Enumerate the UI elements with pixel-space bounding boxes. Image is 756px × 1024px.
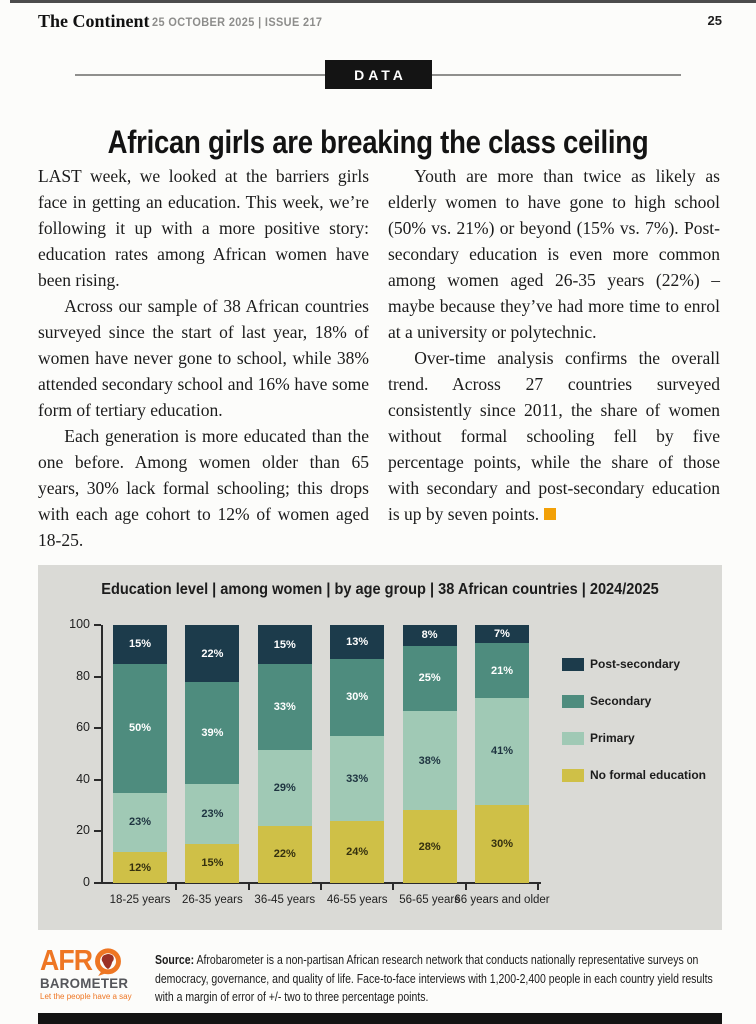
stacked-bar	[403, 625, 457, 883]
bar-segment: 15%	[258, 625, 312, 664]
logo-barometer-text: BAROMETER	[40, 975, 129, 991]
bar-segment: 22%	[185, 625, 239, 682]
bar-segment: 29%	[258, 750, 312, 826]
y-axis-tick-label: 60	[76, 720, 90, 735]
y-axis-tick	[94, 624, 101, 626]
legend-swatch	[562, 769, 584, 782]
bar-segment: 23%	[113, 793, 167, 852]
bar-segment: 41%	[475, 698, 529, 805]
bar-segment: 25%	[403, 646, 457, 711]
stacked-bar	[475, 625, 529, 883]
legend-label: Primary	[590, 731, 635, 745]
bar-segment: 8%	[403, 625, 457, 646]
x-axis-tick	[465, 884, 467, 890]
y-axis-line	[101, 625, 103, 883]
legend-swatch	[562, 658, 584, 671]
x-axis-category-label: 66 years and older	[454, 894, 550, 906]
x-axis-category-label: 26-35 years	[182, 894, 243, 906]
legend-swatch	[562, 695, 584, 708]
bar-segment: 22%	[258, 826, 312, 883]
bar-segment: 24%	[330, 821, 384, 883]
x-axis-tick	[248, 884, 250, 890]
issue-date-line: 25 OCTOBER 2025 | ISSUE 217	[152, 17, 323, 29]
bar-segment: 7%	[475, 625, 529, 643]
bar-segment: 39%	[185, 682, 239, 784]
article-column-right	[388, 163, 720, 527]
afrobarometer-logo	[40, 945, 170, 1001]
stacked-bar	[330, 625, 384, 883]
x-axis-category-label: 56-65 years	[399, 894, 460, 906]
source-note	[155, 951, 723, 1007]
legend-label: No formal education	[590, 768, 707, 782]
section-tag-badge: DATA	[325, 60, 432, 89]
bar-segment: 30%	[330, 659, 384, 736]
bar-segment: 33%	[258, 664, 312, 750]
article-paragraph: Across our sample of 38 African countries surveyed since the start of last year, 18% of women have never gone to school, while 38% attended secondary school and 16% have some form of tertiary education.	[38, 296, 369, 420]
logo-afr-text: AFR	[40, 945, 93, 977]
article-column-left	[38, 163, 369, 553]
bar-segment: 50%	[113, 664, 167, 793]
stacked-bar	[113, 625, 167, 883]
bottom-page-bar	[38, 1013, 722, 1024]
y-axis-tick-label: 100	[69, 617, 90, 631]
education-chart-panel	[38, 565, 722, 930]
article-end-mark	[544, 508, 556, 520]
article-headline: African girls are breaking the class ceiling	[107, 124, 649, 161]
logo-tagline: Let the people have a say	[40, 992, 132, 1001]
x-axis-tick	[175, 884, 177, 890]
bar-segment: 12%	[113, 852, 167, 883]
bar-segment: 30%	[475, 805, 529, 883]
bar-segment: 38%	[403, 711, 457, 810]
y-axis-tick	[94, 676, 101, 678]
x-axis-tick	[392, 884, 394, 890]
y-axis-tick-label: 80	[76, 668, 90, 683]
top-edge-rule	[10, 0, 756, 3]
legend-label: Post-secondary	[590, 657, 681, 671]
y-axis-tick	[94, 779, 101, 781]
x-axis-tick	[537, 884, 539, 890]
x-axis-category-label: 36-45 years	[254, 894, 316, 906]
legend-swatch	[562, 732, 584, 745]
stacked-bar	[258, 625, 312, 883]
article-paragraph: Each generation is more educated than the one before. Among women older than 65 years, 30% lack formal schooling; this drops with each age cohort to 12% of women aged 18-25.	[38, 426, 369, 550]
y-axis-tick	[94, 830, 101, 832]
source-text: Afrobarometer is a non-partisan African research network that conducts nationally representative surveys on democracy, governance, and quality of life. Face-to-face interviews with 1,200-2,400 people in each country yield results with a margin of error of +/- two to three percentage points.	[155, 953, 713, 1004]
x-axis-category-label: 18-25 years	[109, 894, 171, 906]
article-paragraph: Over-time analysis confirms the overall trend. Across 27 countries surveyed consistently since 2011, the share of women without formal schooling fell by five percentage points, while the share of those with secondary and post-secondary education is up by seven points.	[388, 348, 720, 524]
article-paragraph: LAST week, we looked at the barriers girls face in getting an education. This week, we’re following it up with a more positive story: education rates among African women have been rising.	[38, 166, 369, 290]
logo-wordmark-row	[40, 945, 170, 978]
bar-segment: 13%	[330, 625, 384, 659]
page-number: 25	[707, 13, 722, 28]
africa-globe-icon	[94, 948, 122, 976]
article-paragraph: Youth are more than twice as likely as elderly women to have gone to high school (50% vs. 21%) or beyond (15% vs. 7%). Post-secondary education is even more common among women aged 26-35 years (22%) – maybe because they’ve had more time to enrol at a university or polytechnic.	[388, 166, 720, 342]
chart-title: Education level | among women | by age group | 38 African countries | 2024/2025	[101, 581, 659, 598]
y-axis-tick	[94, 882, 101, 884]
bar-segment: 15%	[113, 625, 167, 664]
bar-segment: 28%	[403, 810, 457, 883]
legend-label: Secondary	[590, 694, 652, 708]
bar-segment: 15%	[185, 844, 239, 883]
y-axis-tick	[94, 727, 101, 729]
y-axis-tick-label: 40	[76, 771, 90, 786]
x-axis-category-label: 46-55 years	[326, 894, 388, 906]
bar-segment: 33%	[330, 736, 384, 821]
stacked-bar	[185, 625, 239, 883]
y-axis-tick-label: 0	[83, 875, 90, 889]
x-axis-tick	[320, 884, 322, 890]
y-axis-tick-label: 20	[76, 823, 90, 838]
bar-segment: 23%	[185, 784, 239, 844]
source-label: Source:	[155, 953, 195, 967]
bar-segment: 21%	[475, 643, 529, 698]
publication-title: The Continent	[38, 11, 150, 31]
